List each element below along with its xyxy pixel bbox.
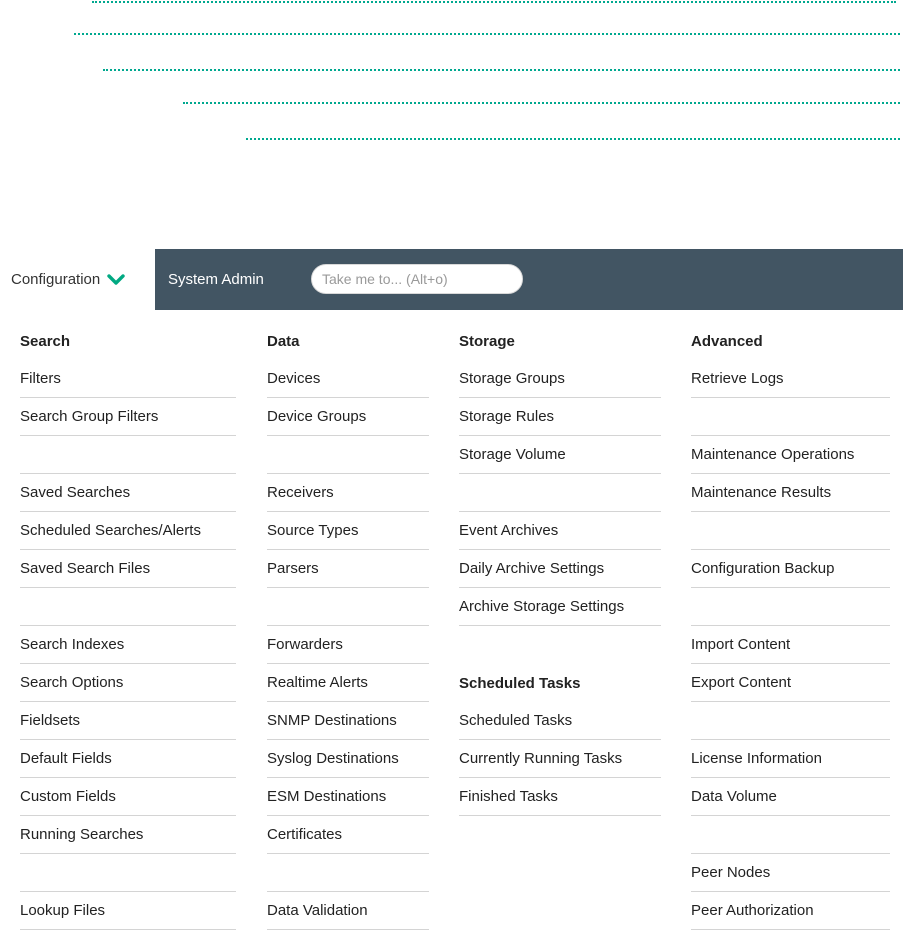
- menu-item-data-volume[interactable]: Data Volume: [691, 778, 890, 816]
- menu-item-custom-fields[interactable]: Custom Fields: [20, 778, 236, 816]
- menu-heading-storage: Storage: [459, 332, 515, 350]
- menu-item-snmp-destinations[interactable]: SNMP Destinations: [267, 702, 429, 740]
- menu-item-search-options[interactable]: Search Options: [20, 664, 236, 702]
- menu-item-scheduled-searches-alerts[interactable]: Scheduled Searches/Alerts: [20, 512, 236, 550]
- dotted-divider-2: [74, 33, 900, 35]
- menu-item-retrieve-logs[interactable]: Retrieve Logs: [691, 360, 890, 398]
- menu-spacer: [691, 588, 890, 626]
- menu-spacer: [20, 588, 236, 626]
- menu-item-import-content[interactable]: Import Content: [691, 626, 890, 664]
- menu-spacer: [267, 854, 429, 892]
- menu-item-saved-searches[interactable]: Saved Searches: [20, 474, 236, 512]
- menu-heading-data: Data: [267, 332, 300, 350]
- menu-spacer: [691, 702, 890, 740]
- menu-spacer: [459, 474, 661, 512]
- menu-item-receivers[interactable]: Receivers: [267, 474, 429, 512]
- take-me-to-search-input[interactable]: [311, 264, 523, 294]
- menu-heading-advanced: Advanced: [691, 332, 763, 350]
- menu-item-storage-groups[interactable]: Storage Groups: [459, 360, 661, 398]
- menu-item-device-groups[interactable]: Device Groups: [267, 398, 429, 436]
- menu-item-filters[interactable]: Filters: [20, 360, 236, 398]
- menu-item-data-validation[interactable]: Data Validation: [267, 892, 429, 930]
- menu-spacer: [691, 398, 890, 436]
- menu-item-peer-nodes[interactable]: Peer Nodes: [691, 854, 890, 892]
- menu-heading-search: Search: [20, 332, 71, 350]
- system-admin-tab[interactable]: System Admin: [168, 271, 264, 288]
- menu-item-source-types[interactable]: Source Types: [267, 512, 429, 550]
- menu-spacer: [20, 854, 236, 892]
- menu-item-search-group-filters[interactable]: Search Group Filters: [20, 398, 236, 436]
- menu-spacer: [267, 436, 429, 474]
- menu-item-storage-rules[interactable]: Storage Rules: [459, 398, 661, 436]
- menu-spacer: [267, 588, 429, 626]
- menu-item-running-searches[interactable]: Running Searches: [20, 816, 236, 854]
- menu-item-parsers[interactable]: Parsers: [267, 550, 429, 588]
- menu-item-devices[interactable]: Devices: [267, 360, 429, 398]
- menu-item-scheduled-tasks[interactable]: Scheduled Tasks: [459, 702, 661, 740]
- menu-item-event-archives[interactable]: Event Archives: [459, 512, 661, 550]
- menu-spacer: [691, 816, 890, 854]
- chevron-down-icon: [107, 274, 125, 286]
- configuration-tab-label: Configuration: [11, 271, 101, 288]
- dotted-divider-4: [183, 102, 900, 104]
- menu-item-forwarders[interactable]: Forwarders: [267, 626, 429, 664]
- menu-item-default-fields[interactable]: Default Fields: [20, 740, 236, 778]
- dotted-divider-1: [92, 1, 896, 3]
- menu-item-storage-volume[interactable]: Storage Volume: [459, 436, 661, 474]
- menu-item-maintenance-operations[interactable]: Maintenance Operations: [691, 436, 890, 474]
- menu-item-daily-archive-settings[interactable]: Daily Archive Settings: [459, 550, 661, 588]
- menu-item-peer-authorization[interactable]: Peer Authorization: [691, 892, 890, 930]
- menu-item-search-indexes[interactable]: Search Indexes: [20, 626, 236, 664]
- menu-item-lookup-files[interactable]: Lookup Files: [20, 892, 236, 930]
- menu-item-currently-running-tasks[interactable]: Currently Running Tasks: [459, 740, 661, 778]
- menu-item-configuration-backup[interactable]: Configuration Backup: [691, 550, 890, 588]
- menu-item-certificates[interactable]: Certificates: [267, 816, 429, 854]
- menu-heading-scheduled-tasks: Scheduled Tasks: [459, 674, 581, 692]
- dotted-divider-3: [103, 69, 900, 71]
- configuration-tab[interactable]: [0, 249, 155, 310]
- menu-item-syslog-destinations[interactable]: Syslog Destinations: [267, 740, 429, 778]
- menu-item-finished-tasks[interactable]: Finished Tasks: [459, 778, 661, 816]
- menu-item-license-information[interactable]: License Information: [691, 740, 890, 778]
- menu-spacer: [691, 512, 890, 550]
- menu-item-esm-destinations[interactable]: ESM Destinations: [267, 778, 429, 816]
- menu-item-maintenance-results[interactable]: Maintenance Results: [691, 474, 890, 512]
- menu-item-fieldsets[interactable]: Fieldsets: [20, 702, 236, 740]
- menu-spacer: [20, 436, 236, 474]
- menu-item-realtime-alerts[interactable]: Realtime Alerts: [267, 664, 429, 702]
- menu-item-archive-storage-settings[interactable]: Archive Storage Settings: [459, 588, 661, 626]
- dotted-divider-5: [246, 138, 900, 140]
- menu-item-saved-search-files[interactable]: Saved Search Files: [20, 550, 236, 588]
- top-navigation-bar: [0, 249, 903, 310]
- menu-item-export-content[interactable]: Export Content: [691, 664, 890, 702]
